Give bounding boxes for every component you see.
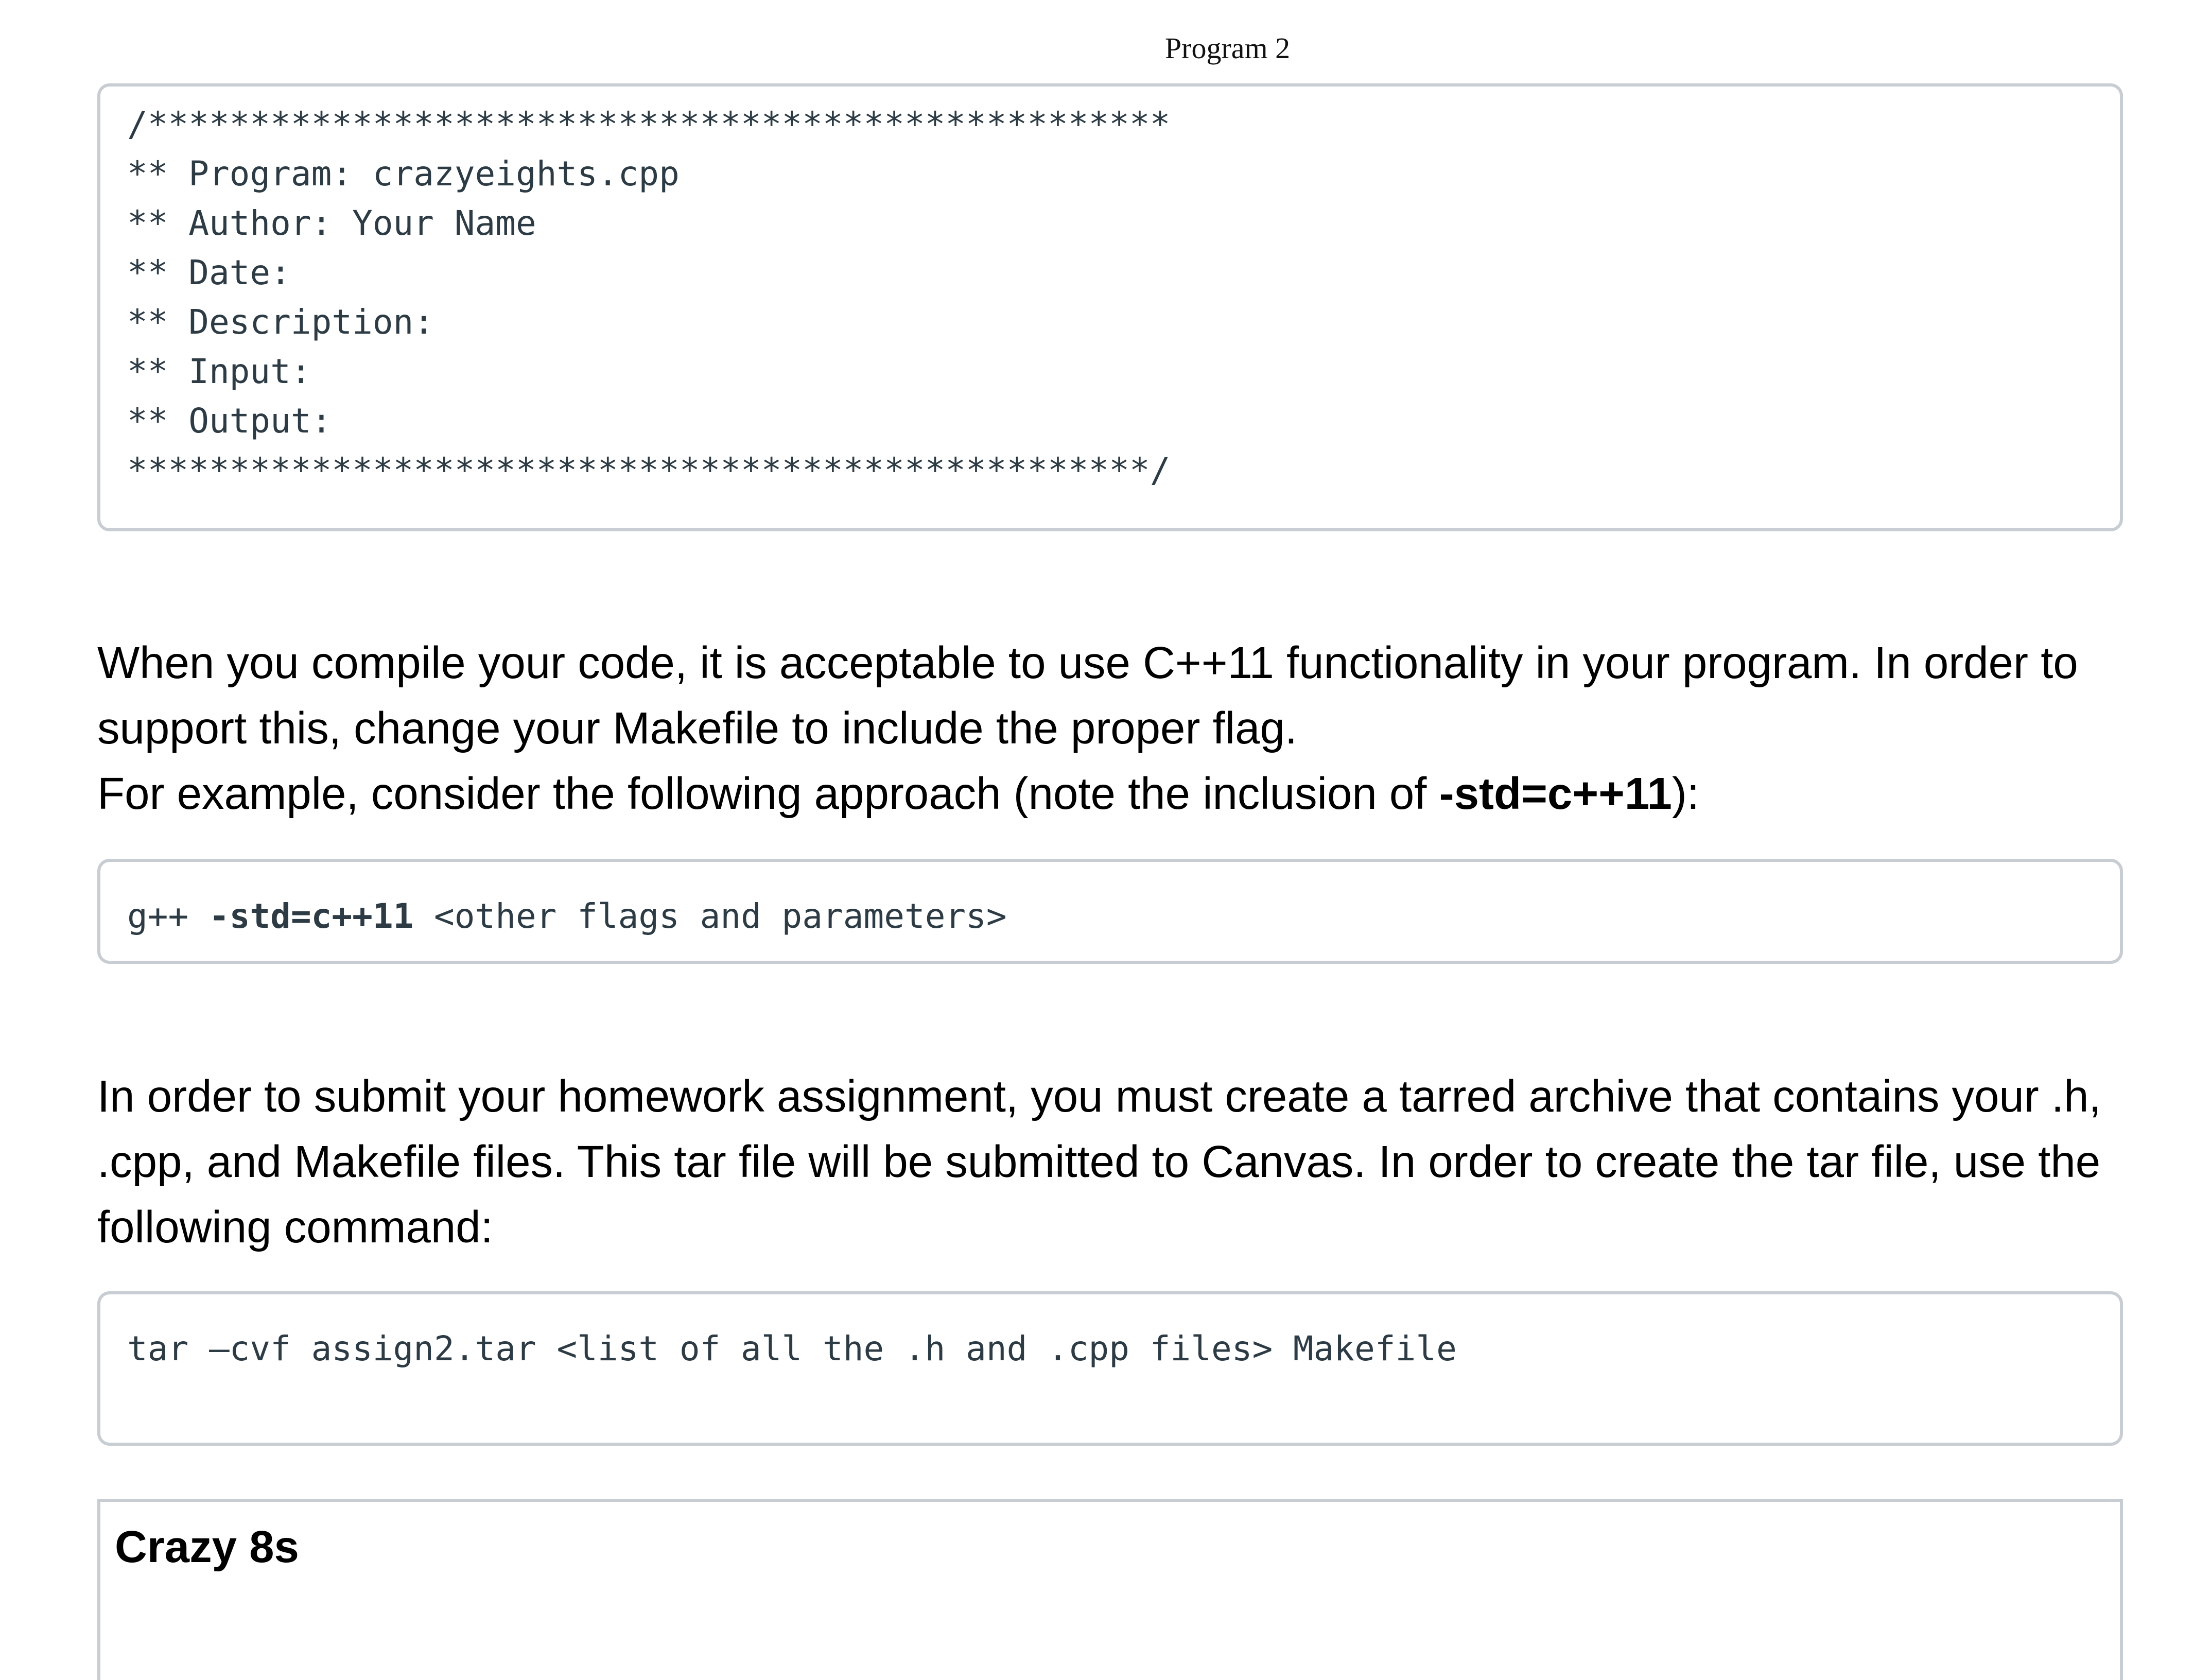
header-comment-code-block <box>97 83 2123 531</box>
flag-emphasis: -std=c++11 <box>1439 769 1672 819</box>
paragraph-line: When you compile your code, it is acceptable to use C++11 functionality in your program. In order to <box>97 638 2078 688</box>
paragraph-line: .cpp, and Makefile files. This tar file will be submitted to Canvas. In order to create the tar file, use the <box>97 1137 2101 1187</box>
paragraph-text: For example, consider the following approach (note the inclusion of <box>97 769 1439 819</box>
compile-instructions-paragraph <box>97 630 2123 826</box>
compile-command-code-block <box>97 859 2123 964</box>
code-line: tar –cvf assign2.tar <list of all the .h and .cpp files> Makefile <box>127 1329 1457 1369</box>
code-line: ** Date: <box>127 253 291 292</box>
code-line: **************************************************/ <box>127 451 1171 490</box>
code-line: ** Program: crazyeights.cpp <box>127 154 680 194</box>
section-heading: Crazy 8s <box>115 1522 299 1572</box>
command-prefix: g++ <box>127 896 209 936</box>
code-line: ** Input: <box>127 352 311 391</box>
code-line: /************************************************** <box>127 105 1171 144</box>
tar-command-code-block <box>97 1291 2123 1446</box>
code-line: ** Author: Your Name <box>127 203 536 243</box>
paragraph-line <box>97 761 2123 826</box>
code-line <box>127 892 2094 941</box>
paragraph-line: support this, change your Makefile to include the proper flag. <box>97 703 1298 753</box>
command-flag: -std=c++11 <box>208 896 414 936</box>
code-line: ** Description: <box>127 302 434 342</box>
command-suffix: <other flags and parameters> <box>413 896 1007 936</box>
page-header-title: Program 2 <box>1164 31 1291 65</box>
crazy-8s-section <box>97 1499 2123 1680</box>
paragraph-text: ): <box>1672 769 1700 819</box>
paragraph-line: In order to submit your homework assignment, you must create a tarred archive that contains your .h, <box>97 1071 2101 1121</box>
submit-instructions-paragraph <box>97 1064 2123 1260</box>
paragraph-line: following command: <box>97 1202 493 1252</box>
code-line: ** Output: <box>127 401 332 441</box>
